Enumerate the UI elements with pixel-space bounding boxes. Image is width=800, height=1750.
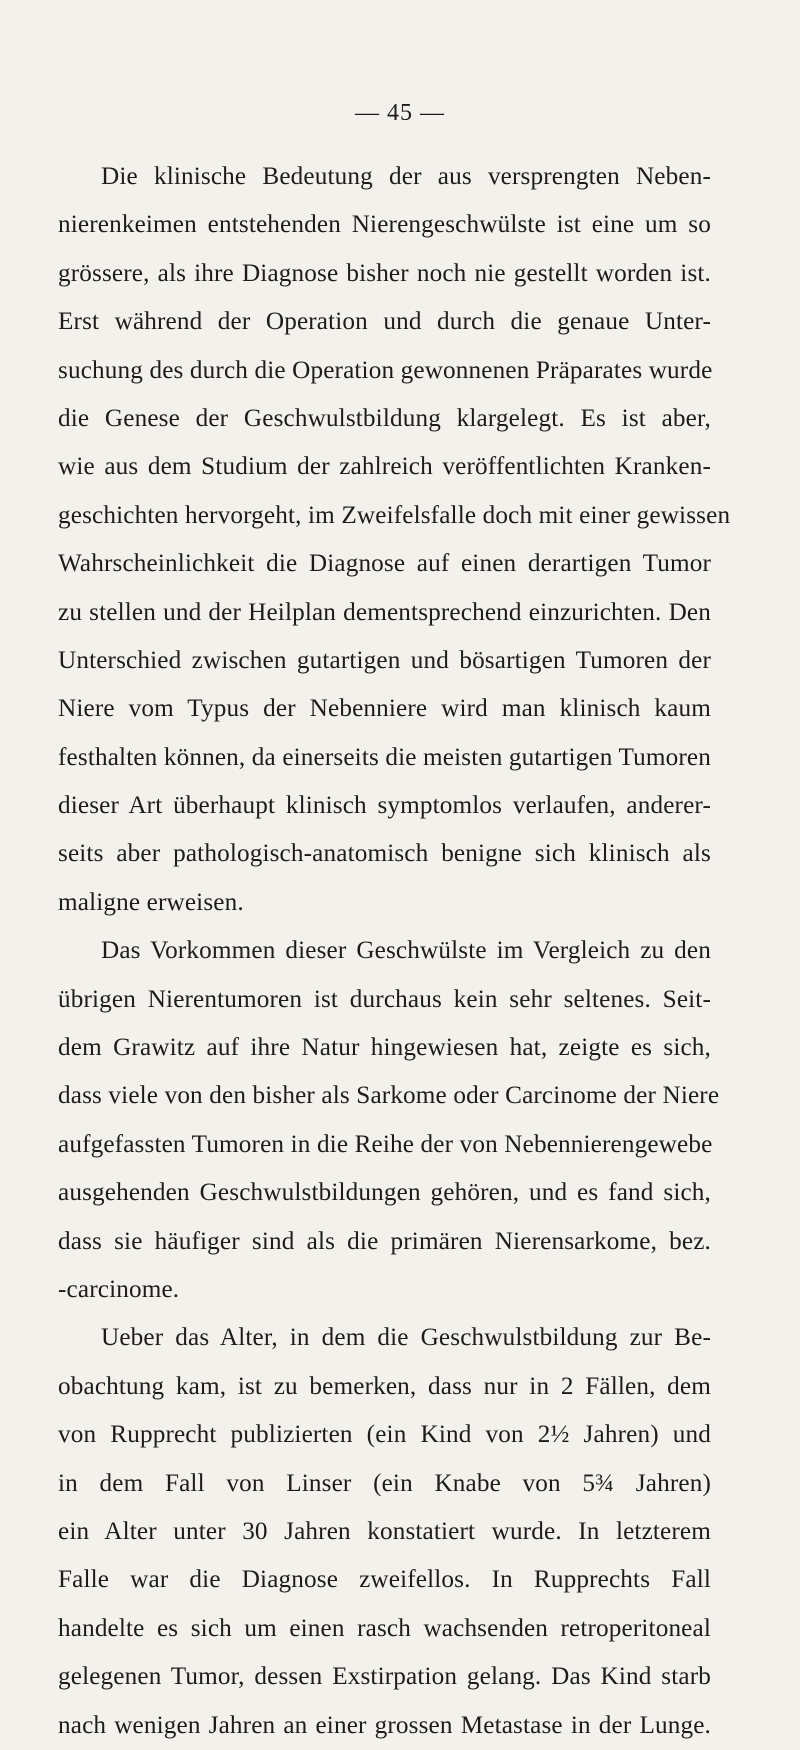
text-line: wie aus dem Studium der zahlreich veröffentlichten Kranken- — [58, 453, 711, 481]
text-line: seits aber pathologisch-anatomisch benigne sich klinisch als — [58, 840, 711, 868]
text-line: dem Grawitz auf ihre Natur hingewiesen hat, zeigte es sich, — [58, 1034, 711, 1062]
text-line: ein Alter unter 30 Jahren konstatiert wurde. In letzterem — [58, 1517, 711, 1545]
body-text — [58, 153, 731, 1750]
text-line: Erst während der Operation und durch die genaue Unter- — [58, 308, 711, 336]
text-line: suchung des durch die Operation gewonnenen Präparates wurde — [58, 356, 713, 384]
text-line: nierenkeimen entstehenden Nierengeschwülste ist eine um so — [58, 211, 711, 239]
text-line: geschichten hervorgeht, im Zweifelsfalle doch mit einer gewissen — [58, 501, 731, 529]
text-line: Falle war die Diagnose zweifellos. In Rupprechts Fall — [58, 1566, 711, 1594]
text-line: dass viele von den bisher als Sarkome oder Carcinome der Niere — [58, 1082, 720, 1110]
text-line: Das Vorkommen dieser Geschwülste im Vergleich zu den — [101, 937, 711, 965]
text-line: übrigen Nierentumoren ist durchaus kein sehr seltenes. Seit- — [58, 985, 711, 1013]
text-line: festhalten können, da einerseits die meisten gutartigen Tumoren — [58, 743, 711, 771]
text-line: grössere, als ihre Diagnose bisher noch nie gestellt worden ist. — [58, 259, 711, 287]
text-line: zu stellen und der Heilplan dementsprechend einzurichten. Den — [58, 598, 711, 626]
text-line: Die klinische Bedeutung der aus versprengten Neben- — [101, 163, 711, 190]
text-line: Niere vom Typus der Nebenniere wird man klinisch kaum — [58, 695, 711, 723]
text-line: nach wenigen Jahren an einer grossen Metastase in der Lunge. — [58, 1711, 711, 1739]
text-line: in dem Fall von Linser (ein Knabe von 5¾ Jahren) — [58, 1469, 711, 1497]
text-line: Ueber das Alter, in dem die Geschwulstbildung zur Be- — [101, 1324, 711, 1352]
text-line: -carcinome. — [58, 1275, 180, 1303]
text-line: Wahrscheinlichkeit die Diagnose auf einen derartigen Tumor — [58, 550, 711, 578]
page-number: — 45 — — [355, 100, 445, 126]
text-line: dass sie häufiger sind als die primären Nierensarkome, bez. — [58, 1227, 711, 1255]
text-line: ausgehenden Geschwulstbildungen gehören, und es fand sich, — [58, 1179, 711, 1207]
text-line: aufgefassten Tumoren in die Reihe der von Nebennierengewebe — [58, 1130, 713, 1158]
text-line: dieser Art überhaupt klinisch symptomlos verlaufen, anderer- — [58, 792, 711, 820]
text-line: die Genese der Geschwulstbildung klargelegt. Es ist aber, — [58, 404, 711, 432]
text-line: von Rupprecht publizierten (ein Kind von 2½ Jahren) und — [58, 1421, 711, 1449]
text-line: gelegenen Tumor, dessen Exstirpation gelang. Das Kind starb — [58, 1663, 711, 1691]
text-line: Unterschied zwischen gutartigen und bösartigen Tumoren der — [58, 646, 711, 674]
text-line: handelte es sich um einen rasch wachsenden retroperitoneal — [58, 1614, 711, 1642]
text-line: obachtung kam, ist zu bemerken, dass nur in 2 Fällen, dem — [58, 1372, 711, 1400]
text-line: maligne erweisen. — [58, 888, 244, 916]
